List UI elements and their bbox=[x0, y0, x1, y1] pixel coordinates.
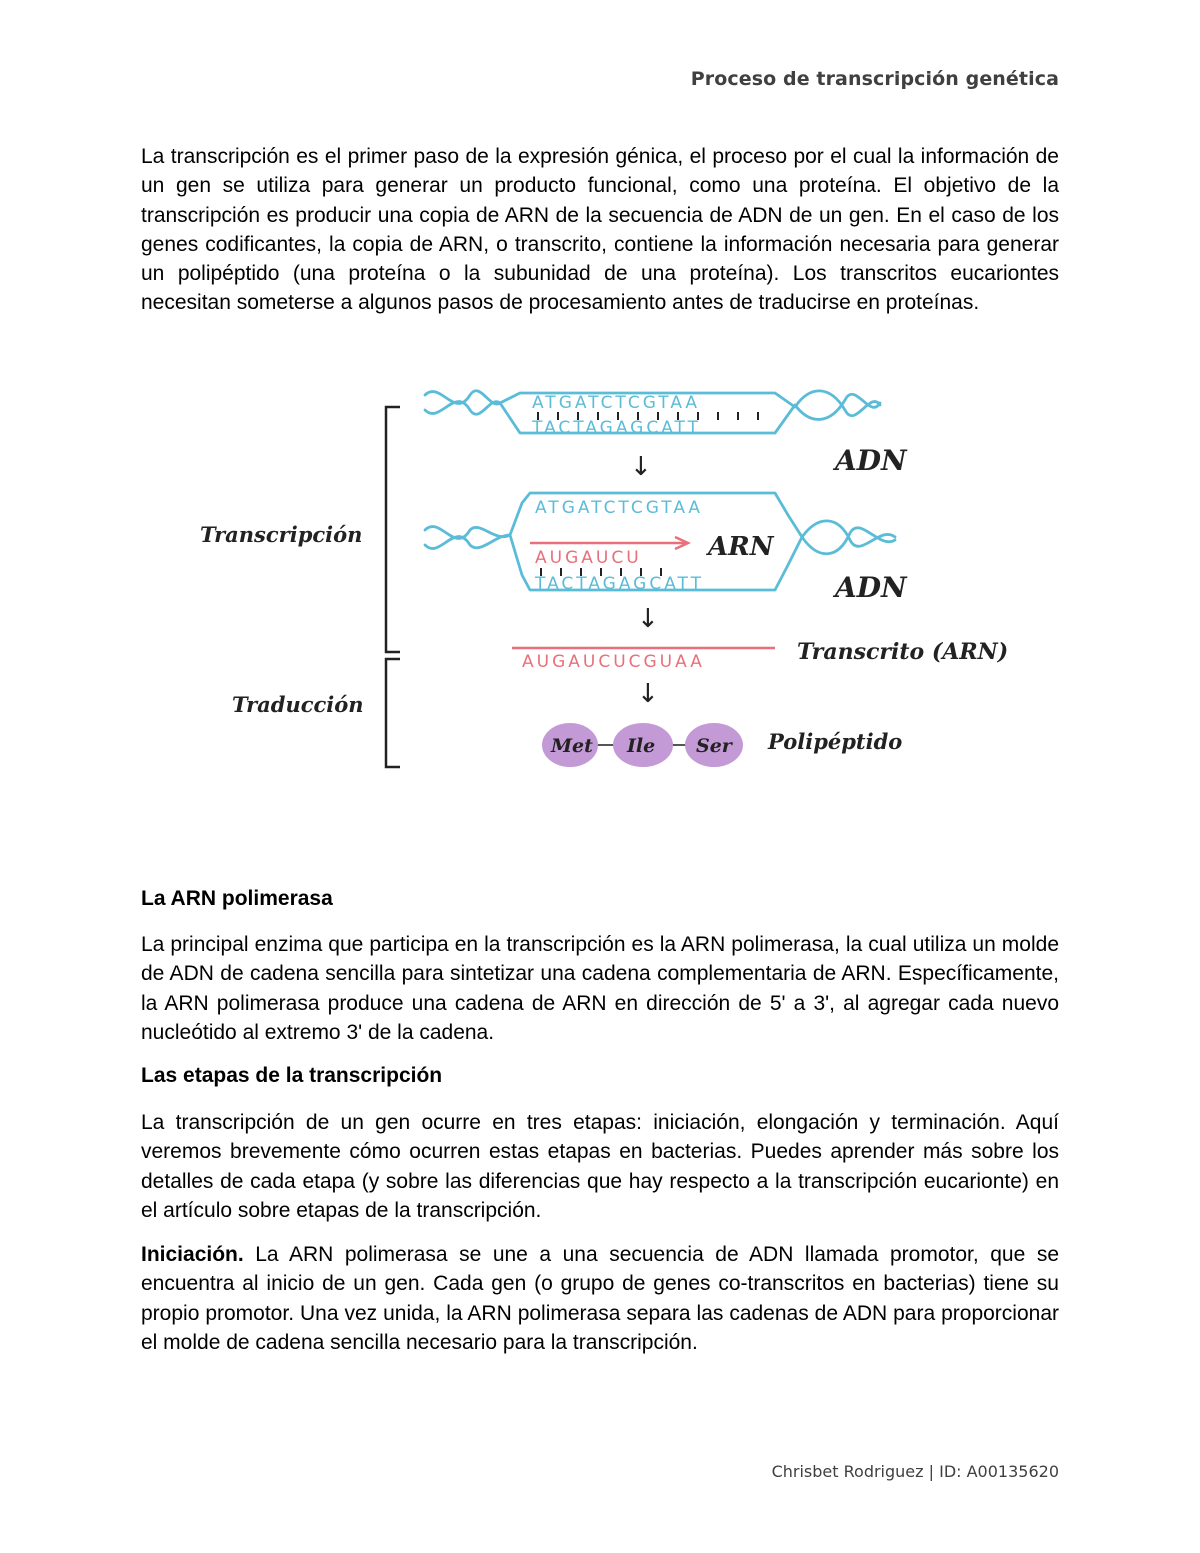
label-transcripcion: Transcripción bbox=[200, 522, 363, 547]
section-title-etapas: Las etapas de la transcripción bbox=[141, 1064, 443, 1087]
label-adn-top: ADN bbox=[835, 444, 907, 477]
transcription-diagram bbox=[190, 375, 1020, 780]
label-traduccion: Traducción bbox=[232, 692, 364, 717]
bracket-traduccion bbox=[386, 659, 400, 767]
rna-full-sequence: AUGAUCUCGUAA bbox=[522, 652, 705, 672]
intro-paragraph: La transcripción es el primer paso de la expresión génica, el proceso por el cual la información de un gen se utiliza para generar un producto funcional, como una proteína. El objetivo de la transcripción es producir una copia de ARN de la secuencia de ADN de un gen. En el caso de los genes codificantes, la copia de ARN, o transcrito, contiene la información necesaria para generar un polipéptido (una proteína o la subunidad de una proteína). Los transcritos eucariontes necesitan someterse a algunos pasos de procesamiento antes de traducirse en proteínas. bbox=[141, 145, 1059, 315]
page-header-title: Proceso de transcripción genética bbox=[690, 68, 1059, 90]
label-transcrito: Transcrito (ARN) bbox=[797, 639, 1009, 665]
section-text-arn-polimerasa: La principal enzima que participa en la transcripción es la ARN polimerasa, la cual utiliza un molde de ADN de cadena sencilla para sintetizar una cadena complementaria de ARN. Específicamente, la ARN polimerasa produce una cadena de ARN en dirección de 5' a 3', al agregar cada nuevo nucleótido al extremo 3' de la cadena. bbox=[141, 933, 1059, 1044]
initiation-term: Iniciación. bbox=[141, 1243, 244, 1266]
page-footer: Chrisbet Rodriguez | ID: A00135620 bbox=[771, 1462, 1059, 1481]
aminoacid-ser-label: Ser bbox=[696, 735, 732, 757]
arrow-down-2: ↓ bbox=[637, 604, 659, 634]
bracket-transcripcion bbox=[386, 407, 400, 652]
dna-bottom-sequence: TACTAGAGCATT bbox=[532, 418, 701, 438]
label-arn: ARN bbox=[708, 532, 774, 562]
label-polipeptido: Polipéptido bbox=[768, 729, 903, 754]
dna-top-sequence: ATGATCTCGTAA bbox=[532, 393, 701, 413]
aminoacid-ile-label: Ile bbox=[627, 735, 656, 757]
dna-double-strand-top bbox=[425, 391, 880, 438]
dna-top-sequence-2: ATGATCTCGTAA bbox=[535, 498, 704, 518]
label-adn-middle: ADN bbox=[835, 571, 907, 604]
dna-bottom-sequence-2: TACTAGAGCATT bbox=[535, 574, 704, 594]
rna-partial-sequence: AUGAUCU bbox=[535, 548, 642, 568]
section-text-etapas: La transcripción de un gen ocurre en tres etapas: iniciación, elongación y terminación. Aquí veremos brevemente cómo ocurren estas etapas en bacterias. Puedes aprender más sobre los detalles de cada etapa (y sobre las diferencias que hay respecto a la transcripción eucarionte) en el artículo sobre etapas de la transcripción. bbox=[141, 1111, 1059, 1222]
rna-transcript bbox=[512, 648, 775, 672]
arrow-down-3: ↓ bbox=[637, 679, 659, 709]
dna-bubble-middle bbox=[425, 493, 895, 594]
arrow-down-1: ↓ bbox=[630, 452, 652, 482]
initiation-paragraph bbox=[141, 1240, 1059, 1357]
aminoacid-met-label: Met bbox=[551, 735, 593, 757]
section-title-arn-polimerasa: La ARN polimerasa bbox=[141, 887, 333, 910]
initiation-text: La ARN polimerasa se une a una secuencia de ADN llamada promotor, que se encuentra al inicio de un gen. Cada gen (o grupo de genes co-transcritos en bacterias) tiene su propio promotor. Una vez unida, la ARN polimerasa separa las cadenas de ADN para proporcionar el molde de cadena sencilla necesario para la transcripción. bbox=[141, 1243, 1059, 1354]
polypeptide-chain bbox=[542, 723, 743, 767]
